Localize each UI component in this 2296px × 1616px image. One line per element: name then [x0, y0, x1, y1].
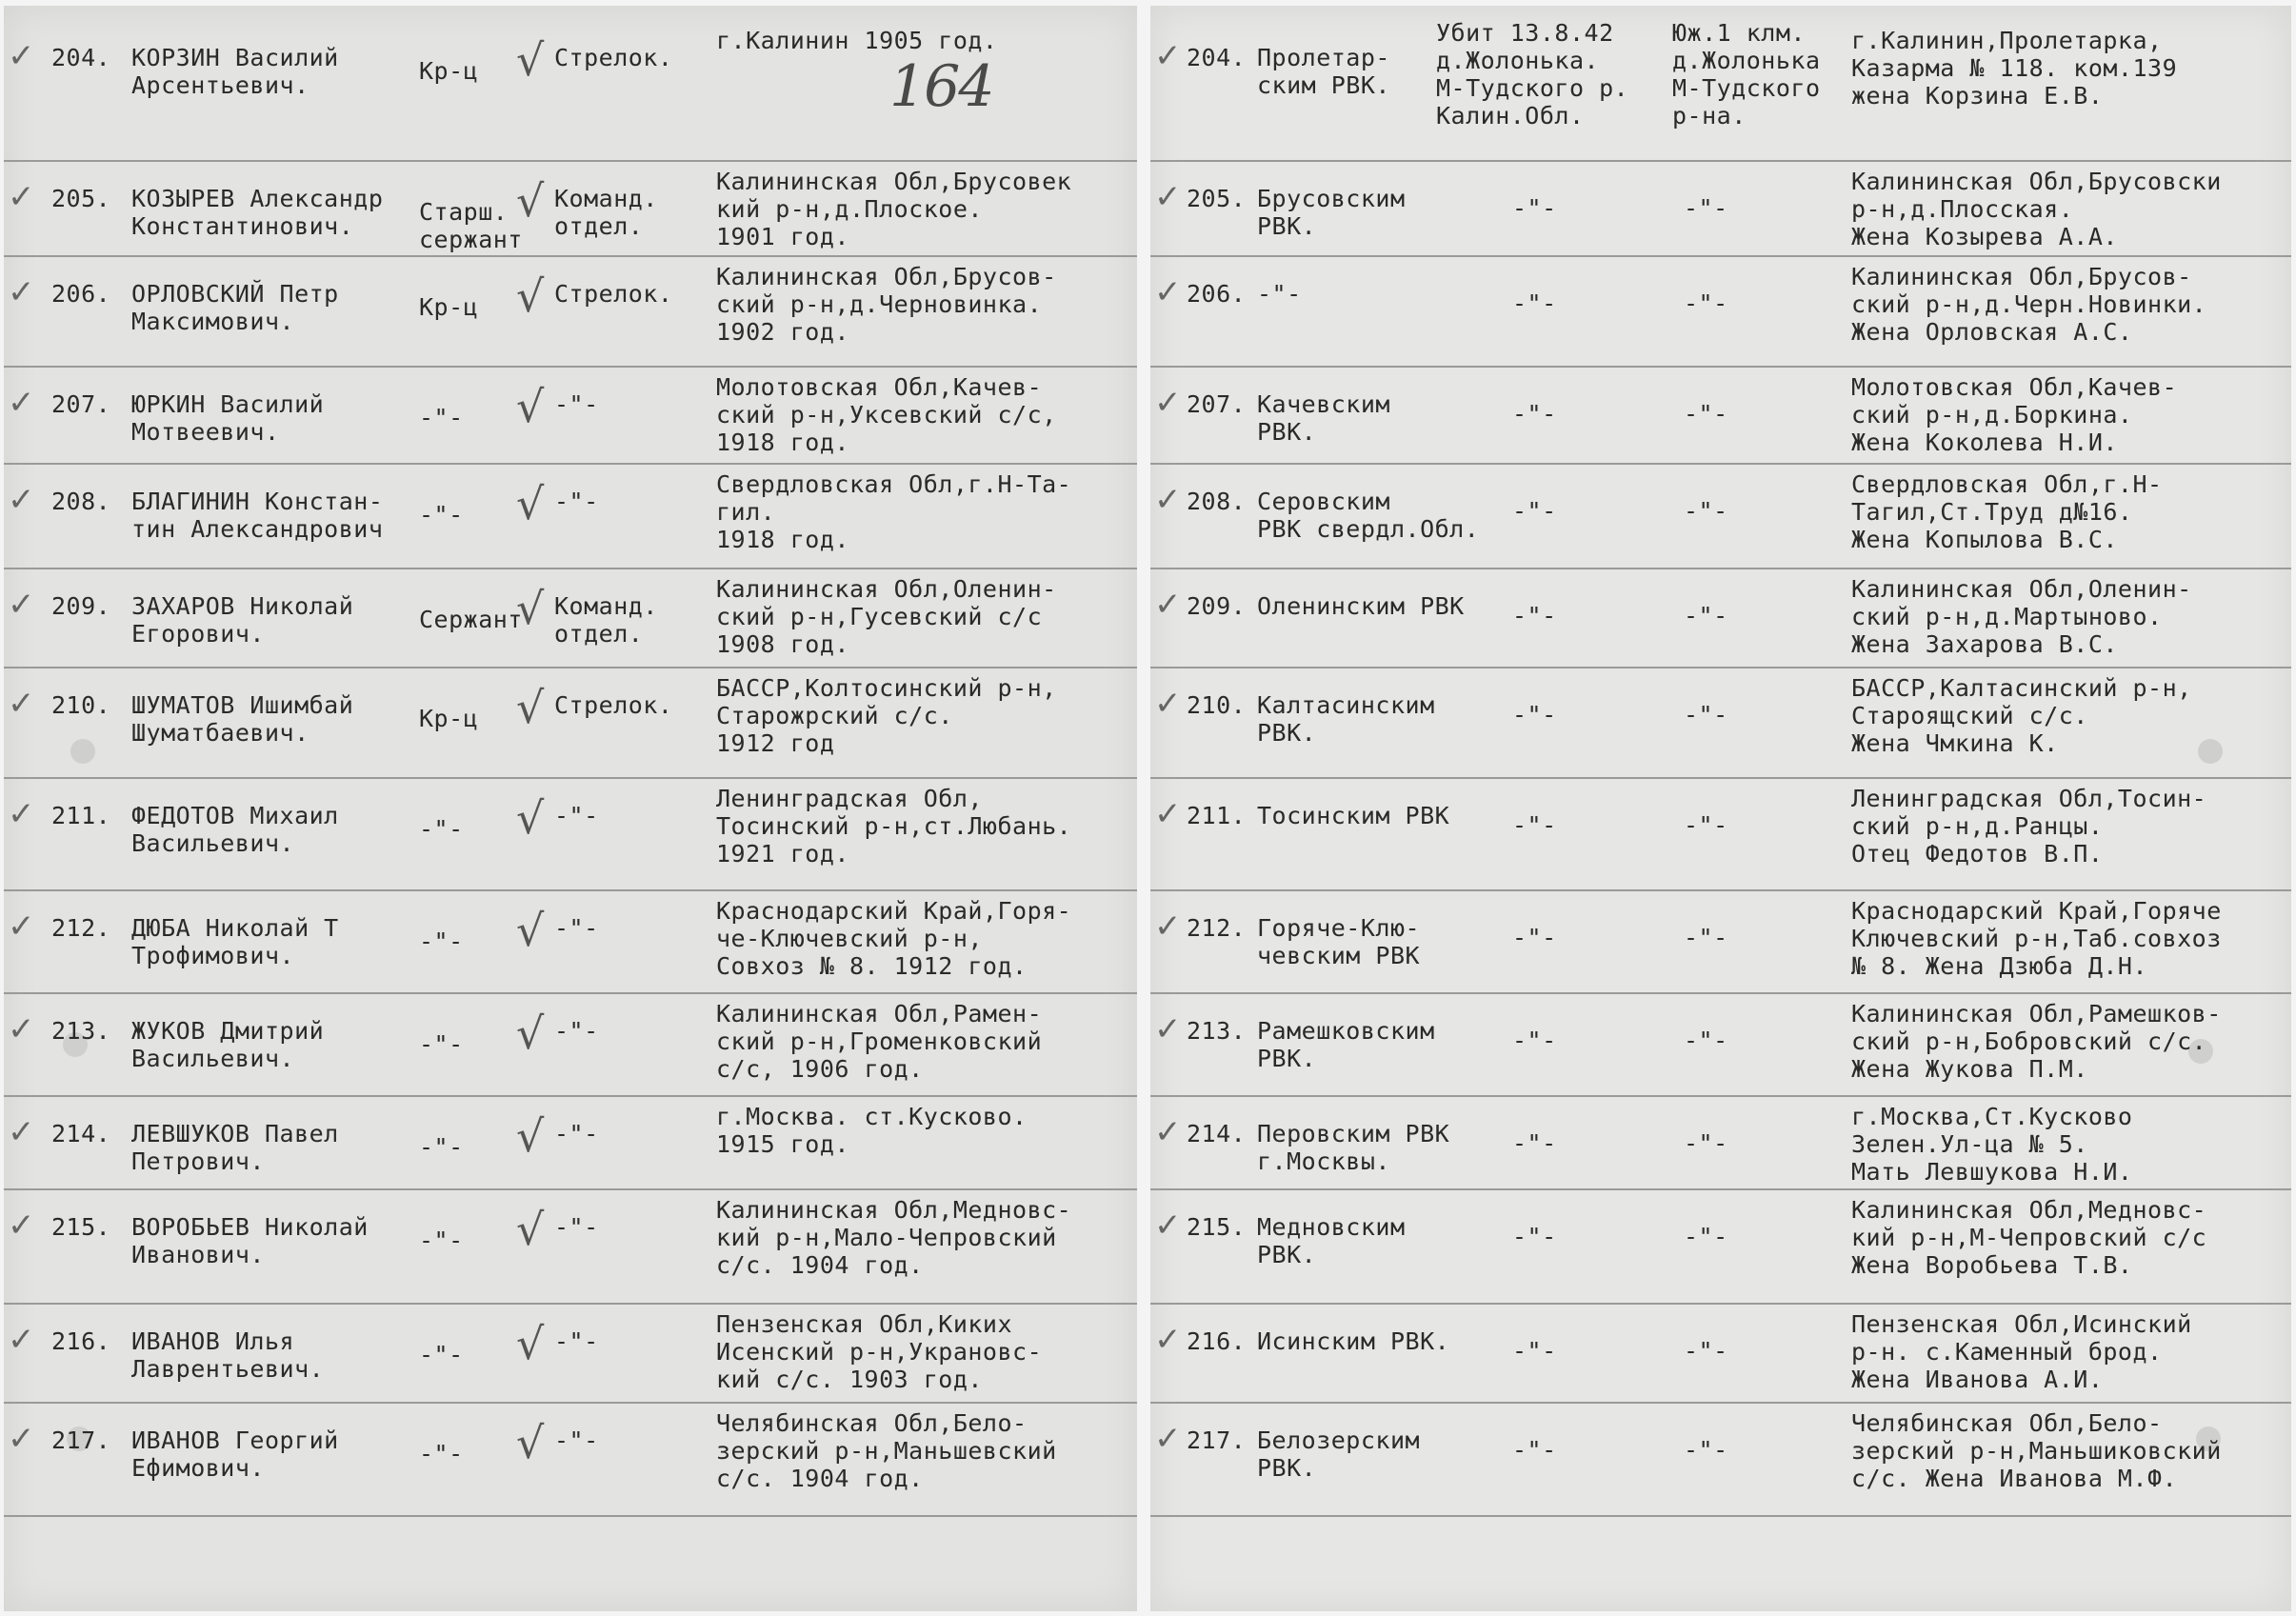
draft-office: Белозерским РВК.: [1257, 1426, 1421, 1482]
death-info: -"-: [1512, 194, 1557, 222]
record-number: 216.: [51, 1327, 111, 1355]
margin-check-mark: ✓: [8, 384, 35, 422]
person-name: ШУМАТОВ Ишимбай Шуматбаевич.: [131, 691, 354, 747]
person-name: КОЗЫРЕВ Александр Константинович.: [131, 185, 384, 240]
margin-check-mark: ✓: [1154, 908, 1182, 946]
margin-check-mark: ✓: [8, 795, 35, 833]
person-name: ФЕДОТОВ Михаил Васильевич.: [131, 802, 339, 857]
family-address: Калининская Обл,Оленин- ский р-н,д.Мартыново. Жена Захарова В.С.: [1851, 575, 2192, 658]
record-number: 204.: [1187, 44, 1247, 71]
margin-check-mark: ✓: [8, 273, 35, 311]
margin-check-mark: ✓: [1154, 586, 1182, 624]
margin-check-mark: ✓: [8, 1010, 35, 1048]
draft-office: Серовским РВК свердл.Обл.: [1257, 488, 1480, 543]
person-name: ЖУКОВ Дмитрий Васильевич.: [131, 1017, 325, 1072]
birthplace-and-year: Молотовская Обл,Качев- ский р-н,Уксевский с/с, 1918 год.: [716, 373, 1057, 456]
left-page: [4, 6, 1137, 1611]
record-number: 217.: [1187, 1426, 1247, 1454]
margin-check-mark: ✓: [1154, 178, 1182, 216]
burial-place: -"-: [1684, 602, 1728, 629]
margin-check-mark: ✓: [8, 908, 35, 946]
birthplace-and-year: Пензенская Обл,Киких Исенский р-н,Украновс- кий с/с. 1903 год.: [716, 1310, 1043, 1393]
family-address: Пензенская Обл,Исинский р-н. с.Каменный брод. Жена Иванова А.И.: [1851, 1310, 2192, 1393]
record-row: [1150, 1095, 2291, 1190]
draft-office: Перовским РВК г.Москвы.: [1257, 1120, 1450, 1175]
record-number: 212.: [1187, 914, 1247, 942]
burial-place: -"-: [1684, 497, 1728, 525]
verification-check-mark: √: [516, 583, 545, 634]
family-address: Свердловская Обл,г.Н- Тагил,Ст.Труд д№16. Жена Копылова В.С.: [1851, 470, 2163, 553]
burial-place: -"-: [1684, 1027, 1728, 1054]
birthplace-and-year: Калининская Обл,Брусов- ский р-н,д.Черновинка. 1902 год.: [716, 263, 1057, 346]
position: -"-: [554, 1426, 599, 1454]
death-info: -"-: [1512, 811, 1557, 839]
death-info: -"-: [1512, 289, 1557, 317]
birthplace-and-year: Калининская Обл,Оленин- ский р-н,Гусевский с/с 1908 год.: [716, 575, 1057, 658]
record-row: [1150, 889, 2291, 994]
right-page: [1150, 6, 2291, 1611]
record-row: [1150, 777, 2291, 891]
draft-office: Качевским РВК.: [1257, 390, 1390, 446]
person-name: ИВАНОВ Илья Лаврентьевич.: [131, 1327, 325, 1383]
record-number: 208.: [51, 488, 111, 515]
record-row: [4, 255, 1137, 368]
military-rank: Кр-ц: [419, 293, 479, 321]
position: -"-: [554, 390, 599, 418]
margin-check-mark: ✓: [8, 1420, 35, 1458]
margin-check-mark: ✓: [1154, 1420, 1182, 1458]
person-name: ЮРКИН Василий Мотвеевич.: [131, 390, 325, 446]
death-info: -"-: [1512, 1337, 1557, 1365]
margin-check-mark: ✓: [8, 178, 35, 216]
military-rank: -"-: [419, 1133, 464, 1161]
death-info: -"-: [1512, 1223, 1557, 1250]
margin-check-mark: ✓: [8, 685, 35, 723]
draft-office: Пролетар- ским РВК.: [1257, 44, 1390, 99]
military-rank: -"-: [419, 928, 464, 955]
military-rank: Кр-ц: [419, 705, 479, 732]
military-rank: -"-: [419, 1341, 464, 1368]
death-info: -"-: [1512, 400, 1557, 428]
military-rank: -"-: [419, 404, 464, 431]
margin-check-mark: ✓: [1154, 1321, 1182, 1359]
record-row: [1150, 255, 2291, 368]
record-row: [4, 1188, 1137, 1305]
birthplace-and-year: Свердловская Обл,г.Н-Та- гил. 1918 год.: [716, 470, 1072, 553]
death-info: -"-: [1512, 1027, 1557, 1054]
position: Стрелок.: [554, 280, 673, 308]
burial-place: Юж.1 клм. д.Жолонька М-Тудского р-на.: [1672, 19, 1821, 130]
position: -"-: [554, 1017, 599, 1045]
handwritten-page-number: 164: [889, 53, 993, 120]
record-row: [4, 889, 1137, 994]
record-number: 214.: [1187, 1120, 1247, 1147]
family-address: г.Калинин,Пролетарка, Казарма № 118. ком.139 жена Корзина Е.В.: [1851, 27, 2178, 110]
burial-place: -"-: [1684, 701, 1728, 728]
draft-office: Оленинским РВК: [1257, 592, 1465, 620]
position: Стрелок.: [554, 691, 673, 719]
family-address: БАССР,Калтасинский р-н, Староящский с/с. Жена Чмкина К.: [1851, 674, 2192, 757]
person-name: КОРЗИН Василий Арсентьевич.: [131, 44, 339, 99]
draft-office: Горяче-Клю- чевским РВК: [1257, 914, 1421, 969]
record-row: [1150, 160, 2291, 257]
birthplace-and-year: Калининская Обл,Рамен- ский р-н,Громенковский с/с, 1906 год.: [716, 1000, 1043, 1083]
verification-check-mark: √: [516, 1318, 545, 1369]
record-row: [1150, 366, 2291, 465]
military-rank: Кр-ц: [419, 57, 479, 85]
draft-office: Калтасинским РВК.: [1257, 691, 1435, 747]
birthplace-and-year: Ленинградская Обл, Тосинский р-н,ст.Любань. 1921 год.: [716, 785, 1072, 868]
margin-check-mark: ✓: [1154, 481, 1182, 519]
verification-check-mark: √: [516, 478, 545, 529]
burial-place: -"-: [1684, 1337, 1728, 1365]
margin-check-mark: ✓: [1154, 1113, 1182, 1151]
record-number: 207.: [1187, 390, 1247, 418]
record-number: 217.: [51, 1426, 111, 1454]
burial-place: -"-: [1684, 289, 1728, 317]
position: Команд. отдел.: [554, 185, 658, 240]
draft-office: Исинским РВК.: [1257, 1327, 1450, 1355]
record-number: 206.: [1187, 280, 1247, 308]
record-row: [1150, 568, 2291, 668]
family-address: Калининская Обл,Рамешков- ский р-н,Бобровский с/с. Жена Жукова П.М.: [1851, 1000, 2222, 1083]
record-number: 211.: [51, 802, 111, 829]
record-number: 209.: [1187, 592, 1247, 620]
margin-check-mark: ✓: [1154, 685, 1182, 723]
military-rank: Сержант: [419, 606, 523, 633]
record-row: [1150, 992, 2291, 1097]
margin-check-mark: ✓: [1154, 273, 1182, 311]
record-row: [4, 1095, 1137, 1190]
death-info: -"-: [1512, 497, 1557, 525]
record-number: 205.: [51, 185, 111, 212]
family-address: Калининская Обл,Медновс- кий р-н,М-Чепровский с/с Жена Воробьева Т.В.: [1851, 1196, 2207, 1279]
verification-check-mark: √: [516, 1110, 545, 1162]
position: -"-: [554, 1327, 599, 1355]
record-number: 213.: [1187, 1017, 1247, 1045]
burial-place: -"-: [1684, 1436, 1728, 1464]
record-row: [4, 160, 1137, 257]
verification-check-mark: √: [516, 270, 545, 322]
record-row: [4, 19, 1137, 162]
burial-place: -"-: [1684, 1129, 1728, 1157]
position: -"-: [554, 802, 599, 829]
margin-check-mark: ✓: [8, 586, 35, 624]
record-row: [4, 667, 1137, 779]
birthplace-and-year: Калининская Обл,Медновс- кий р-н,Мало-Чепровский с/с. 1904 год.: [716, 1196, 1072, 1279]
burial-place: -"-: [1684, 811, 1728, 839]
person-name: ИВАНОВ Георгий Ефимович.: [131, 1426, 339, 1482]
margin-check-mark: ✓: [8, 1113, 35, 1151]
record-number: 210.: [1187, 691, 1247, 719]
margin-check-mark: ✓: [1154, 384, 1182, 422]
birthplace-and-year: Краснодарский Край,Горя- че-Ключевский р-н, Совхоз № 8. 1912 год.: [716, 897, 1072, 980]
record-number: 209.: [51, 592, 111, 620]
verification-check-mark: √: [516, 905, 545, 956]
burial-place: -"-: [1684, 400, 1728, 428]
record-number: 216.: [1187, 1327, 1247, 1355]
verification-check-mark: √: [516, 1008, 545, 1059]
family-address: Калининская Обл,Брусов- ский р-н,д.Черн.Новинки. Жена Орловская А.С.: [1851, 263, 2207, 346]
record-row: [1150, 19, 2291, 162]
draft-office: Медновским РВК.: [1257, 1213, 1406, 1268]
verification-check-mark: √: [516, 175, 545, 227]
record-row: [4, 777, 1137, 891]
position: Команд. отдел.: [554, 592, 658, 648]
record-number: 208.: [1187, 488, 1247, 515]
record-number: 212.: [51, 914, 111, 942]
record-row: [1150, 463, 2291, 569]
position: -"-: [554, 1213, 599, 1241]
record-row: [1150, 1402, 2291, 1517]
draft-office: -"-: [1257, 280, 1302, 308]
family-address: Ленинградская Обл,Тосин- ский р-н,д.Ранцы. Отец Федотов В.П.: [1851, 785, 2207, 868]
family-address: Челябинская Обл,Бело- зерский р-н,Маньшиковский с/с. Жена Иванова М.Ф.: [1851, 1409, 2222, 1492]
record-number: 205.: [1187, 185, 1247, 212]
margin-check-mark: ✓: [8, 1321, 35, 1359]
margin-check-mark: ✓: [8, 1207, 35, 1245]
family-address: Калининская Обл,Брусовски р-н,д.Плосская. Жена Козырева А.А.: [1851, 168, 2222, 250]
family-address: Молотовская Обл,Качев- ский р-н,д.Боркина. Жена Коколева Н.И.: [1851, 373, 2178, 456]
death-info: Убит 13.8.42 д.Жолонька. М-Тудского р. Калин.Обл.: [1436, 19, 1629, 130]
family-address: Краснодарский Край,Горяче Ключевский р-н,Таб.совхоз № 8. Жена Дзюба Д.Н.: [1851, 897, 2222, 980]
death-info: -"-: [1512, 1129, 1557, 1157]
family-address: г.Москва,Ст.Кусково Зелен.Ул-ца № 5. Мать Левшукова Н.И.: [1851, 1103, 2133, 1186]
verification-check-mark: √: [516, 1204, 545, 1255]
burial-place: -"-: [1684, 1223, 1728, 1250]
record-row: [4, 463, 1137, 569]
burial-place: -"-: [1684, 924, 1728, 951]
person-name: БЛАГИНИН Констан- тин Александрович: [131, 488, 384, 543]
military-rank: -"-: [419, 1227, 464, 1254]
record-row: [1150, 667, 2291, 779]
death-info: -"-: [1512, 924, 1557, 951]
position: -"-: [554, 914, 599, 942]
record-row: [4, 992, 1137, 1097]
military-rank: -"-: [419, 1440, 464, 1467]
birthplace-and-year: Калининская Обл,Брусовек кий р-н,д.Плоское. 1901 год.: [716, 168, 1072, 250]
verification-check-mark: √: [516, 381, 545, 432]
death-info: -"-: [1512, 1436, 1557, 1464]
margin-check-mark: ✓: [1154, 1010, 1182, 1048]
verification-check-mark: √: [516, 792, 545, 844]
draft-office: Рамешковским РВК.: [1257, 1017, 1435, 1072]
birthplace-and-year: БАССР,Колтосинский р-н, Старожрский с/с. 1912 год: [716, 674, 1057, 757]
birthplace-and-year: Челябинская Обл,Бело- зерский р-н,Маньшевский с/с. 1904 год.: [716, 1409, 1057, 1492]
person-name: ВОРОБЬЕВ Николай Иванович.: [131, 1213, 369, 1268]
death-info: -"-: [1512, 602, 1557, 629]
record-number: 206.: [51, 280, 111, 308]
military-rank: -"-: [419, 815, 464, 843]
record-number: 214.: [51, 1120, 111, 1147]
margin-check-mark: ✓: [8, 37, 35, 75]
record-row: [4, 1402, 1137, 1517]
position: -"-: [554, 1120, 599, 1147]
record-number: 215.: [51, 1213, 111, 1241]
death-info: -"-: [1512, 701, 1557, 728]
record-number: 211.: [1187, 802, 1247, 829]
military-rank: -"-: [419, 1030, 464, 1058]
record-number: 210.: [51, 691, 111, 719]
birthplace-and-year: г.Москва. ст.Кусково. 1915 год.: [716, 1103, 1028, 1158]
record-row: [1150, 1303, 2291, 1404]
military-rank: Старш. сержант: [419, 198, 523, 253]
position: -"-: [554, 488, 599, 515]
record-row: [4, 568, 1137, 668]
burial-place: -"-: [1684, 194, 1728, 222]
record-number: 204.: [51, 44, 111, 71]
draft-office: Тосинским РВК: [1257, 802, 1450, 829]
person-name: ЗАХАРОВ Николай Егорович.: [131, 592, 354, 648]
person-name: ОРЛОВСКИЙ Петр Максимович.: [131, 280, 339, 335]
verification-check-mark: √: [516, 1417, 545, 1468]
margin-check-mark: ✓: [1154, 1207, 1182, 1245]
verification-check-mark: √: [516, 682, 545, 733]
record-number: 207.: [51, 390, 111, 418]
birthplace-and-year: г.Калинин 1905 год.: [716, 27, 998, 54]
person-name: ДЮБА Николай Т Трофимович.: [131, 914, 339, 969]
verification-check-mark: √: [516, 34, 545, 86]
record-number: 215.: [1187, 1213, 1247, 1241]
person-name: ЛЕВШУКОВ Павел Петрович.: [131, 1120, 339, 1175]
margin-check-mark: ✓: [1154, 795, 1182, 833]
record-row: [4, 1303, 1137, 1404]
margin-check-mark: ✓: [8, 481, 35, 519]
record-row: [4, 366, 1137, 465]
record-row: [1150, 1188, 2291, 1305]
margin-check-mark: ✓: [1154, 37, 1182, 75]
record-number: 213.: [51, 1017, 111, 1045]
draft-office: Брусовским РВК.: [1257, 185, 1406, 240]
position: Стрелок.: [554, 44, 673, 71]
military-rank: -"-: [419, 501, 464, 529]
